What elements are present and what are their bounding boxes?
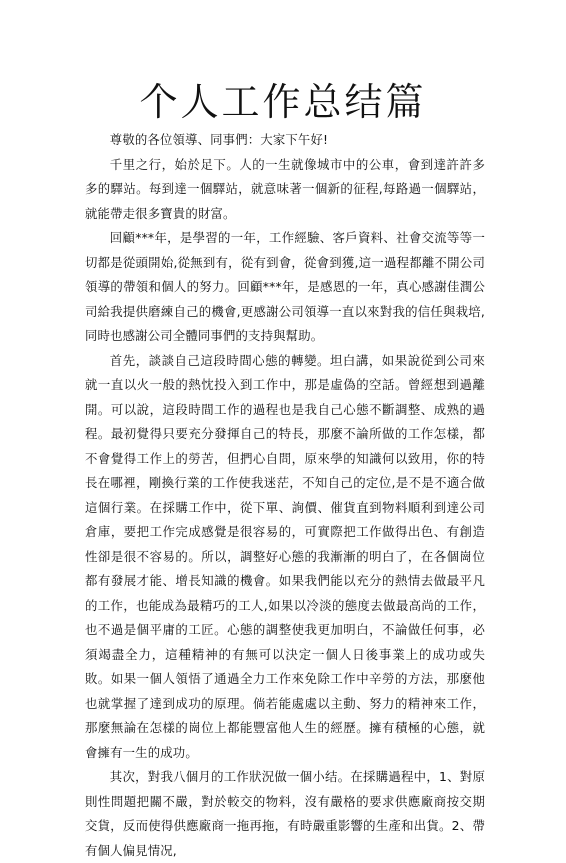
document-body: [85, 128, 485, 863]
paragraph-4: 其次，對我八個月的工作狀況做一個小结。在採購過程中，1、對原則性問題把關不嚴，對於較交的物料，沒有嚴格的要求供應廠商按交期交貨，反而使得供應廠商一拖再拖，有時嚴重影響的生產和出貨。2、帶有個人偏見情况,: [85, 769, 485, 858]
paragraph-2: 回顧***年，是學習的一年，工作經驗、客戶資料、社會交流等等一切都是從頭開始,從無到有，從有到會，從會到獲,這一過程都離不開公司領導的帶領和個人的努力。回顧***年，是感恩的一年，真心感謝佳潤公司給我提供磨練自己的機會,更感謝公司領導一直以來對我的信任與栽培,同時也感謝公司全體同事們的支持與幫助。: [85, 230, 485, 343]
paragraph-3: 首先，談談自己這段時間心態的轉變。坦白講，如果說從到公司來就一直以火一般的熱忱投入到工作中，那是虛偽的空話。曾經想到過離開。可以說，這段時間工作的過程也是我自己心態不斷調整、成熟的過程。最初覺得只要充分發揮自己的特長，那麼不論所做的工作怎樣，都不會覺得工作上的勞苦，但捫心自問，原來學的知識何以致用，你的特長在哪裡，剛換行業的工作使我迷茫，不知自己的定位,是不是不適合做這個行業。在採購工作中，從下單、詢價、催貨直到物料順利到達公司倉庫，要把工作完成感覺是很容易的，可實際把工作做得出色、有創造性卻是很不容易的。所以，調整好心態的我漸漸的明白了，在各個崗位都有發展才能、增長知識的機會。如果我們能以充分的熱情去做最平凡的工作，也能成為最精巧的工人,如果以冷淡的態度去做最高尚的工作，也不過是個平庸的工匠。心態的調整使我更加明白，不論做任何事，必須竭盡全力，這種精神的有無可以決定一個人日後事業上的成功或失敗。如果一個人領悟了通過全力工作來免除工作中辛勞的方法，那麼他也就掌握了達到成功的原理。倘若能處處以主動、努力的精神來工作，那麼無論在怎樣的崗位上都能豐富他人生的經歷。擁有積極的心態，就會擁有一生的成功。: [85, 352, 485, 760]
greeting-line: 尊敬的各位領導、同事們：大家下午好!: [109, 132, 329, 147]
paragraph-1: 千里之行，始於足下。人的一生就像城市中的公車，會到達許許多多的驛站。每到達一個驛站，就意味著一個新的征程,每路過一個驛站，就能帶走很多寶貴的財富。: [85, 156, 485, 221]
document-title: 个人工作总结篇: [139, 80, 427, 124]
